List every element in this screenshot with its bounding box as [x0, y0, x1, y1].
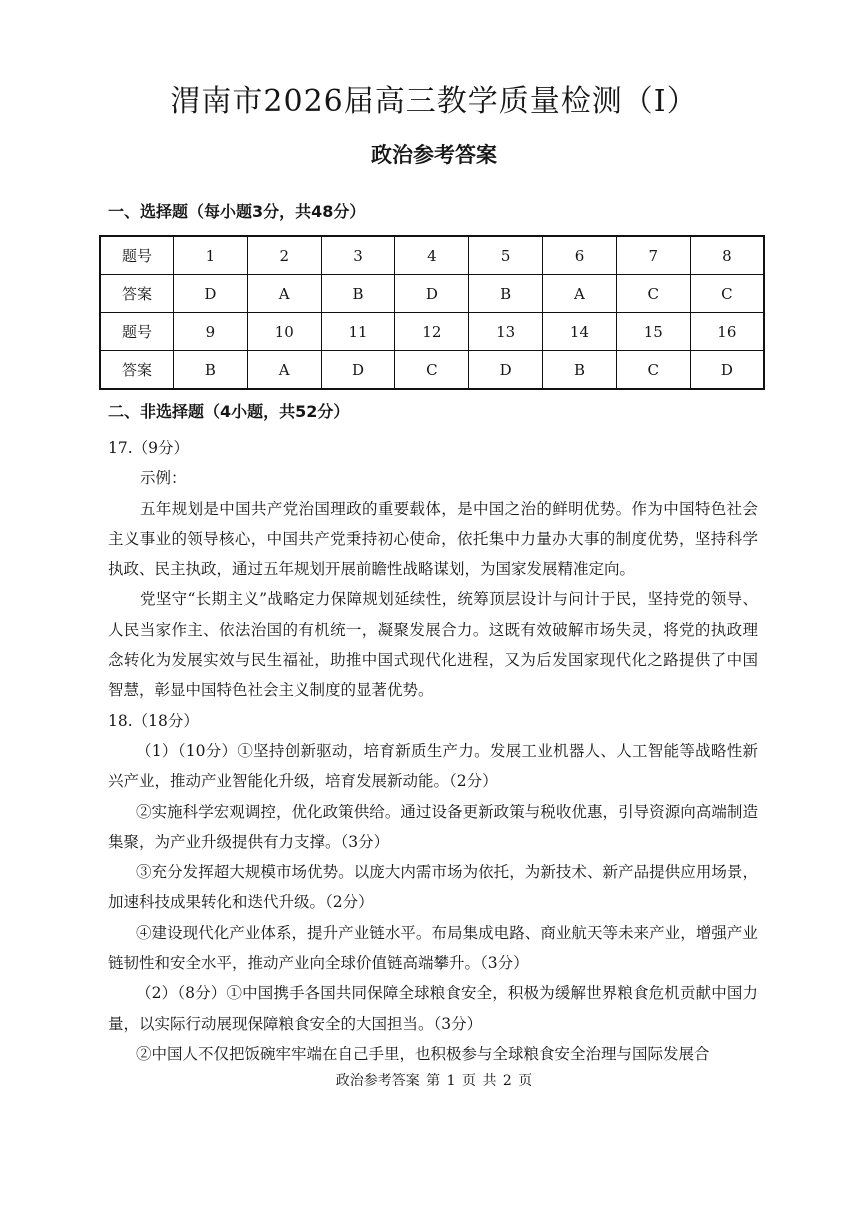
answer-paragraph: （1）（10分）①坚持创新驱动，培育新质生产力。发展工业机器人、人工智能等战略性新兴产业，推动产业智能化升级，培育发展新动能。（2分） — [108, 741, 758, 791]
answer-cell: C — [690, 275, 764, 313]
answer-cell: B — [543, 351, 617, 390]
answer-paragraph: ③充分发挥超大规模市场优势。以庞大内需市场为依托，为新技术、新产品提供应用场景，加速科技成果转化和迭代升级。（2分） — [108, 863, 758, 912]
question-number-cell: 9 — [174, 313, 248, 351]
answer-table — [99, 235, 765, 390]
question-number-cell: 4 — [395, 236, 469, 275]
row-label-question: 题号 — [100, 313, 174, 351]
question-number-cell: 15 — [616, 313, 690, 351]
section-multiple-choice-heading: 一、选择题（每小题3分，共48分） — [108, 202, 366, 221]
question-number-cell: 7 — [616, 236, 690, 275]
section-open-questions-heading: 二、非选择题（4小题，共52分） — [108, 402, 350, 421]
question-number-cell: 11 — [321, 313, 395, 351]
question-number-row — [100, 313, 764, 351]
row-label-answer: 答案 — [100, 275, 174, 313]
answer-body-text — [108, 433, 758, 1069]
row-label-question: 题号 — [100, 236, 174, 275]
answer-cell: B — [469, 275, 543, 313]
answer-paragraph: （2）（8分）①中国携手各国共同保障全球粮食安全，积极为缓解世界粮食危机贡献中国力量，以实际行动展现保障粮食安全的大国担当。（3分） — [108, 984, 758, 1033]
question-number-cell: 3 — [321, 236, 395, 275]
answer-row — [100, 275, 764, 313]
answer-paragraph: ④建设现代化产业体系，提升产业链水平。布局集成电路、商业航天等未来产业，增强产业链韧性和安全水平，推动产业向全球价值链高端攀升。（3分） — [108, 923, 758, 973]
question-number-row — [100, 236, 764, 275]
answer-cell: A — [543, 275, 617, 313]
answer-cell: D — [321, 351, 395, 390]
answer-cell: C — [616, 351, 690, 390]
answer-cell: B — [174, 351, 248, 390]
answer-paragraph: ②实施科学宏观调控，优化政策供给。通过设备更新政策与税收优惠，引导资源向高端制造集聚，为产业升级提供有力支撑。（3分） — [108, 802, 758, 851]
question-number-cell: 16 — [690, 313, 764, 351]
question-number-heading: 18.（18分） — [108, 711, 199, 730]
answer-cell: D — [395, 275, 469, 313]
page-footer: 政治参考答案 第 1 页 共 2 页 — [335, 1073, 533, 1089]
question-number-cell: 14 — [543, 313, 617, 351]
answer-cell: B — [321, 275, 395, 313]
question-number-cell: 10 — [247, 313, 321, 351]
question-number-cell: 8 — [690, 236, 764, 275]
answer-cell: D — [690, 351, 764, 390]
question-number-heading: 17.（9分） — [108, 439, 190, 457]
answer-row — [100, 351, 764, 390]
document-title: 渭南市2026届高三教学质量检测（Ⅰ） — [170, 84, 698, 119]
question-number-cell: 12 — [395, 313, 469, 351]
question-number-cell: 2 — [247, 236, 321, 275]
answer-cell: A — [247, 351, 321, 390]
question-number-cell: 1 — [174, 236, 248, 275]
answer-cell: D — [469, 351, 543, 390]
answer-cell: C — [616, 275, 690, 313]
answer-paragraph: 示例： — [140, 469, 187, 488]
answer-cell: D — [174, 275, 248, 313]
row-label-answer: 答案 — [100, 351, 174, 390]
answer-paragraph: ②中国人不仅把饭碗牢牢端在自己手里，也积极参与全球粮食安全治理与国际发展合 — [136, 1044, 710, 1063]
answer-paragraph: 党坚守“长期主义”战略定力保障规划延续性，统筹顶层设计与问计于民，坚持党的领导、人民当家作主、依法治国的有机统一，凝聚发展合力。这既有效破解市场失灵，将党的执政理念转化为发展实效与民生福祉，助推中国式现代化进程，又为后发国家现代化之路提供了中国智慧，彰显中国特色社会主义制度的显著优势。 — [108, 590, 758, 700]
answer-cell: C — [395, 351, 469, 390]
question-number-cell: 5 — [469, 236, 543, 275]
answer-cell: A — [247, 275, 321, 313]
question-number-cell: 6 — [543, 236, 617, 275]
answer-paragraph: 五年规划是中国共产党治国理政的重要载体，是中国之治的鲜明优势。作为中国特色社会主义事业的领导核心，中国共产党秉持初心使命，依托集中力量办大事的制度优势，坚持科学执政、民主执政，通过五年规划开展前瞻性战略谋划，为国家发展精准定向。 — [108, 499, 758, 579]
question-number-cell: 13 — [469, 313, 543, 351]
document-subtitle: 政治参考答案 — [371, 143, 497, 167]
